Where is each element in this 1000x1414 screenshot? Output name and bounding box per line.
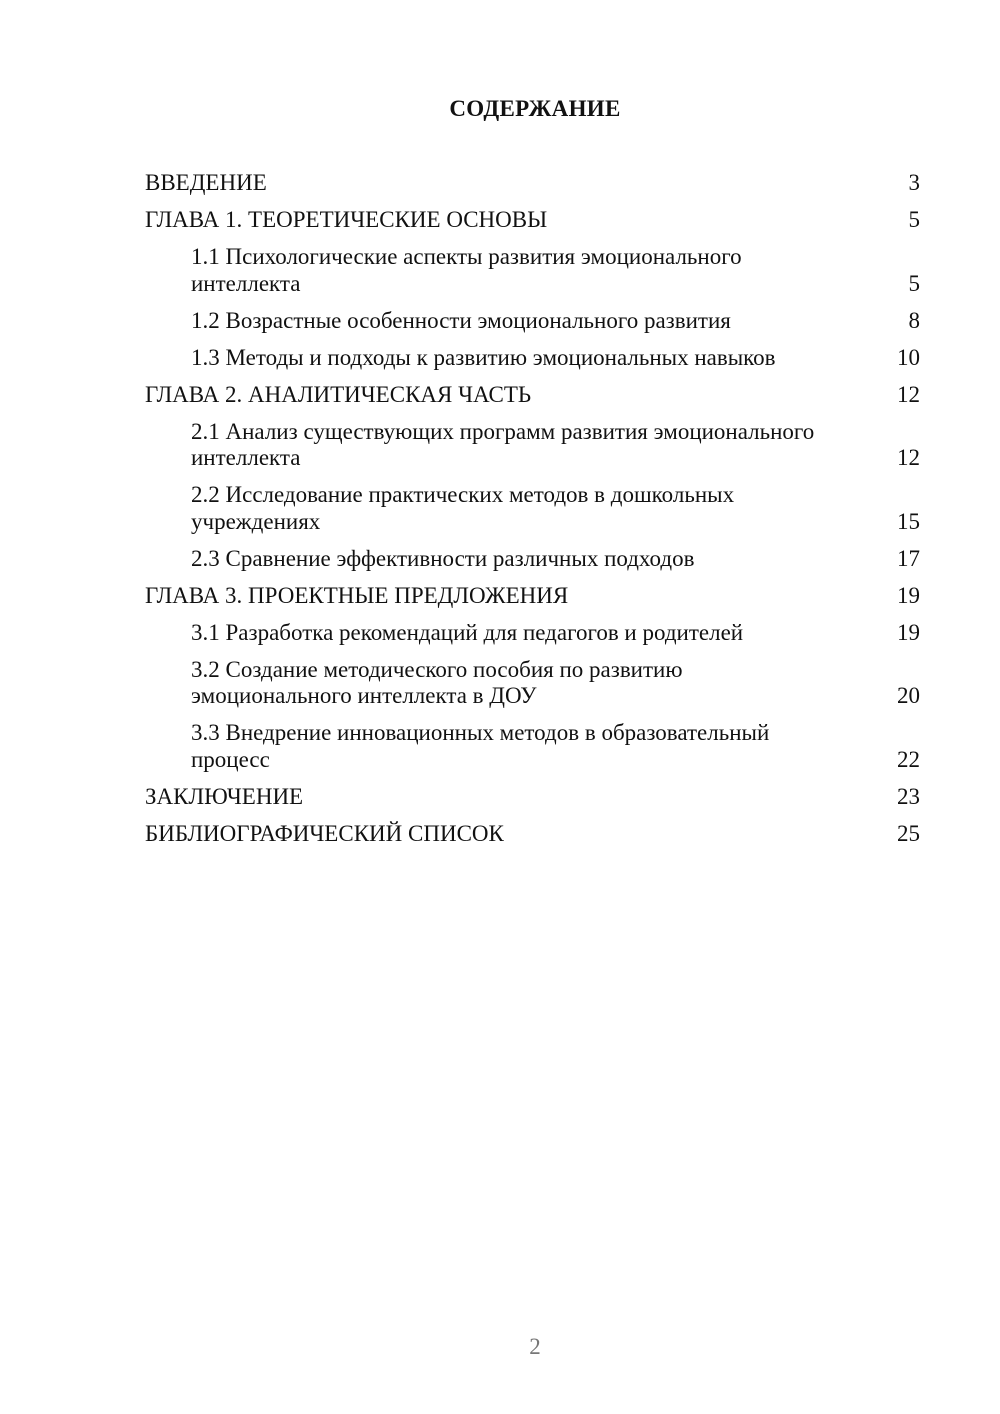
toc-entry-page: 20 [897, 683, 920, 708]
toc-entry-page: 5 [908, 207, 920, 232]
toc-entry-page: 10 [897, 344, 920, 370]
toc-entry-section-2-2[interactable] [145, 482, 920, 535]
toc-entry-label: ЗАКЛЮЧЕНИЕ [145, 783, 304, 809]
toc-entry-label: 3.2 Создание методического пособия по развитию эмоционального интеллекта в ДОУ [191, 656, 683, 708]
toc-entry-page: 5 [908, 270, 920, 296]
toc-entry-label: БИБЛИОГРАФИЧЕСКИЙ СПИСОК [145, 820, 504, 846]
toc-entry-section-3-2[interactable] [145, 657, 920, 710]
toc-entry-label: 3.3 Внедрение инновационных методов в образовательный процесс [191, 720, 770, 772]
toc-entry-label: 1.1 Психологические аспекты развития эмоционального интеллекта [191, 244, 742, 296]
toc-entry-page: 12 [897, 445, 920, 470]
toc-entry-section-2-1[interactable] [145, 419, 920, 472]
toc-entry-chapter-1[interactable] [145, 207, 920, 234]
toc-entry-section-3-3[interactable] [145, 720, 920, 773]
toc-entry-label: 2.3 Сравнение эффективности различных подходов [191, 545, 695, 571]
toc-entry-label: 2.2 Исследование практических методов в дошкольных учреждениях [191, 482, 735, 534]
toc-entry-section-2-3[interactable] [145, 546, 920, 573]
toc-entry-section-1-3[interactable] [145, 345, 920, 372]
toc-entry-label: ГЛАВА 3. ПРОЕКТНЫЕ ПРЕДЛОЖЕНИЯ [145, 582, 569, 608]
toc-entry-conclusion[interactable] [145, 784, 920, 811]
toc-entry-bibliography[interactable] [145, 821, 920, 848]
table-of-contents [145, 170, 920, 858]
toc-entry-introduction[interactable] [145, 170, 920, 197]
toc-entry-page: 15 [897, 508, 920, 534]
toc-entry-chapter-3[interactable] [145, 583, 920, 610]
page-number: 2 [529, 1334, 541, 1359]
toc-entry-page: 23 [897, 783, 920, 809]
toc-entry-label: 3.1 Разработка рекомендаций для педагогов и родителей [191, 619, 744, 645]
toc-entry-page: 8 [908, 307, 920, 333]
toc-entry-chapter-2[interactable] [145, 382, 920, 409]
toc-entry-page: 22 [897, 746, 920, 772]
toc-entry-page: 25 [897, 820, 920, 846]
toc-entry-label: 1.2 Возрастные особенности эмоционального развития [191, 307, 731, 333]
toc-entry-section-1-1[interactable] [145, 244, 920, 297]
toc-entry-page: 12 [897, 381, 920, 407]
page-title: СОДЕРЖАНИЕ [449, 96, 621, 121]
toc-entry-section-3-1[interactable] [145, 620, 920, 647]
toc-entry-label: 2.1 Анализ существующих программ развития эмоционального интеллекта [191, 418, 815, 470]
toc-entry-page: 19 [897, 582, 920, 608]
toc-entry-label: ГЛАВА 2. АНАЛИТИЧЕСКАЯ ЧАСТЬ [145, 381, 532, 407]
toc-entry-label: ВВЕДЕНИЕ [145, 170, 267, 195]
toc-entry-label: 1.3 Методы и подходы к развитию эмоциональных навыков [191, 344, 776, 370]
toc-entry-section-1-2[interactable] [145, 308, 920, 335]
toc-entry-page: 3 [908, 170, 920, 195]
toc-entry-page: 17 [897, 545, 920, 571]
toc-entry-page: 19 [897, 619, 920, 645]
toc-entry-label: ГЛАВА 1. ТЕОРЕТИЧЕСКИЕ ОСНОВЫ [145, 207, 548, 232]
